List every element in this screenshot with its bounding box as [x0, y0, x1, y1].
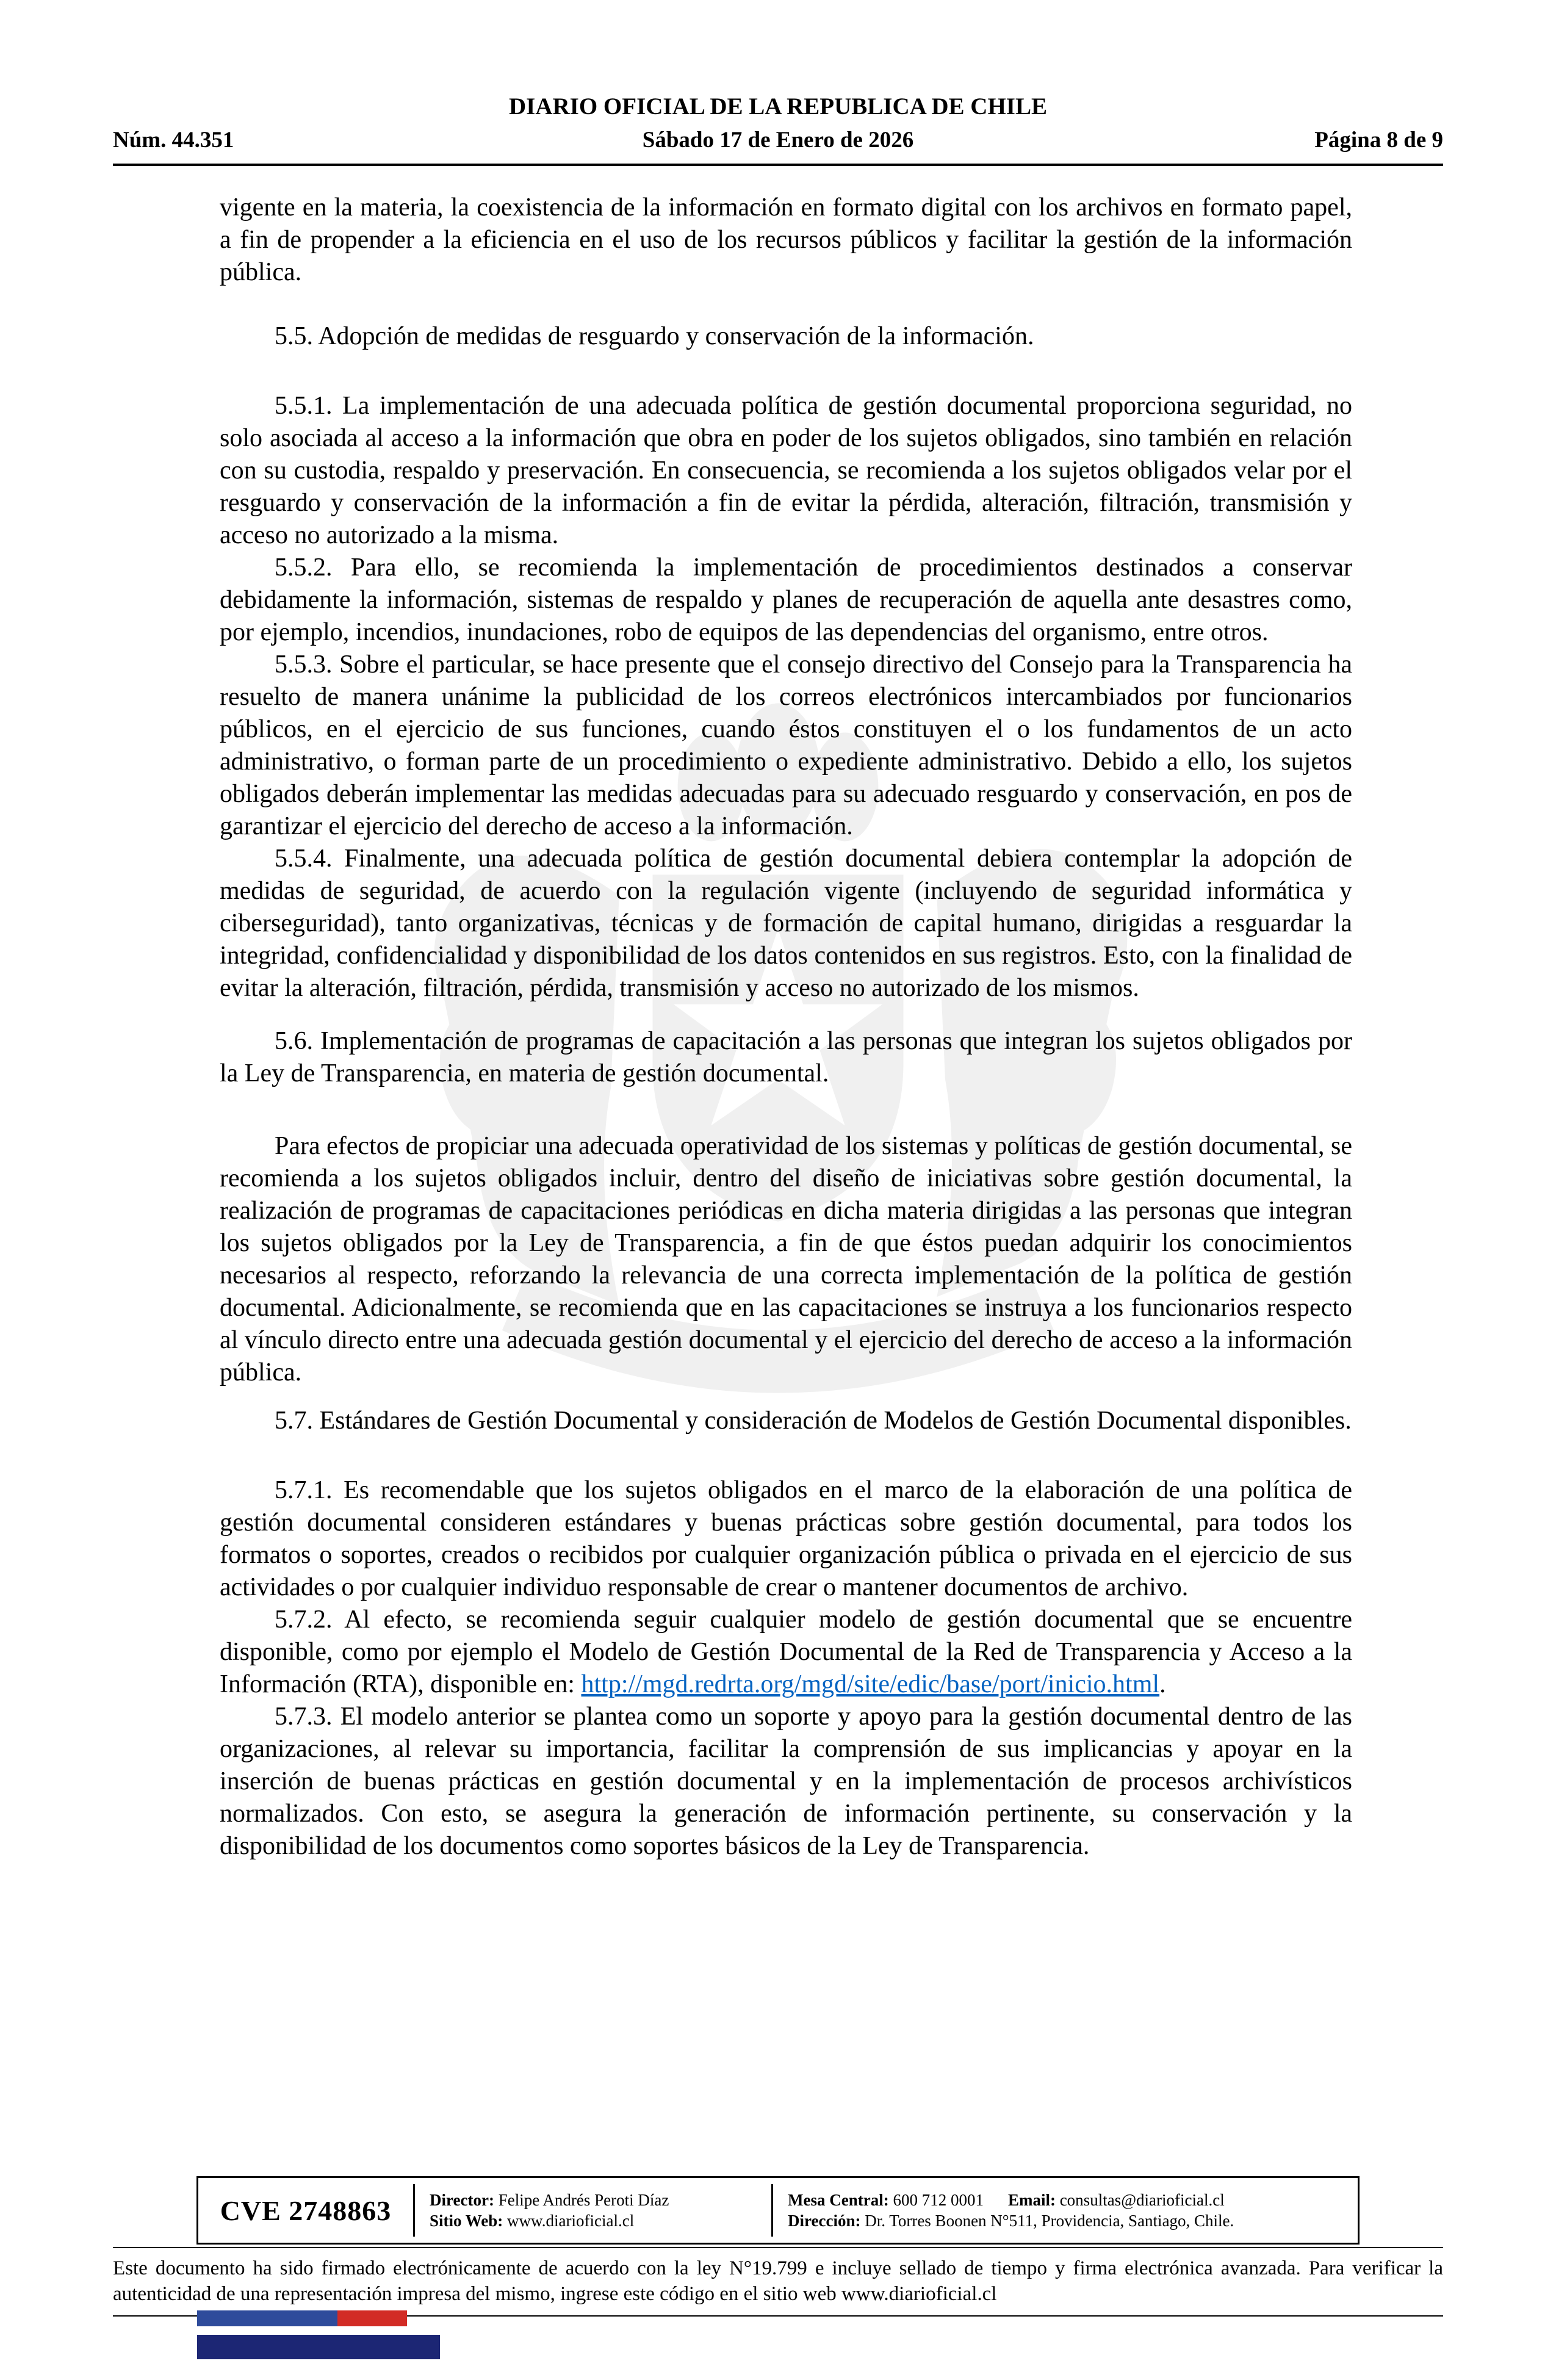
paragraph-5-5-3: 5.5.3. Sobre el particular, se hace presente que el consejo directivo del Consejo para la Transparencia ha resuelto de manera unánime la publicidad de los correos electrónicos intercambiados por funcionarios públicos, en el ejercicio de sus funciones, cuando éstos constituyen el o los fundamentos de un acto administrativo, o forman parte de un procedimiento o expediente administrativo. Debido a ello, los sujetos obligados deberán implementar las medidas adecuadas para su adecuado resguardo y conservación, en pos de garantizar el ejercicio del derecho de acceso a la información.: [220, 651, 1352, 840]
mesa-central-line: [788, 2190, 1358, 2210]
director-label: Director:: [430, 2191, 494, 2209]
rta-model-link[interactable]: http://mgd.redrta.org/mgd/site/edic/base/port/inicio.html: [581, 1670, 1160, 1698]
flag-blue-segment: [197, 2310, 337, 2326]
header-rule: [113, 164, 1443, 166]
mesa-central-value: 600 712 0001: [893, 2191, 984, 2209]
director-line: [430, 2190, 771, 2210]
director-cell: [415, 2178, 771, 2243]
cve-number: CVE 2748863: [220, 2194, 392, 2226]
header-meta-row: [113, 127, 1443, 154]
paragraph-intro: vigente en la materia, la coexistencia de la información en formato digital con los archivos en formato papel, a fin de propender a la eficiencia en el uso de los recursos públicos y facilitar la gestión de la información pública.: [220, 193, 1352, 286]
paragraph-5-7-2-period: .: [1159, 1670, 1166, 1698]
direccion-label: Dirección:: [788, 2212, 861, 2230]
sitio-web-line: [430, 2210, 771, 2231]
email-value: consultas@diarioficial.cl: [1059, 2191, 1225, 2209]
section-5-7-heading: 5.7. Estándares de Gestión Documental y consideración de Modelos de Gestión Documental disponibles.: [275, 1407, 1352, 1435]
director-value: Felipe Andrés Peroti Díaz: [498, 2191, 669, 2209]
paragraph-5-5-2: 5.5.2. Para ello, se recomienda la implementación de procedimientos destinados a conservar debidamente la información, sistemas de respaldo y planes de recuperación de aquella ante desastres como, por ejemplo, incendios, inundaciones, robo de equipos de las dependencias del organismo, entre otros.: [220, 554, 1352, 646]
document-body: [220, 192, 1352, 1863]
sitio-web-label: Sitio Web:: [430, 2212, 503, 2230]
direccion-line: [788, 2210, 1358, 2231]
issue-number: Núm. 44.351: [113, 128, 234, 153]
paragraph-5-7-2-text: 5.7.2. Al efecto, se recomienda seguir cualquier modelo de gestión documental que se encuentre disponible, como por ejemplo el Modelo de Gestión Documental de la Red de Transparencia y Acceso a la Información (RTA), disponible en:: [220, 1606, 1352, 1698]
paragraph-5-7-2: [220, 1604, 1352, 1701]
page-header: [113, 93, 1443, 166]
mesa-central-label: Mesa Central:: [788, 2191, 889, 2209]
direccion-value: Dr. Torres Boonen N°511, Providencia, Santiago, Chile.: [865, 2212, 1234, 2230]
section-5-6-heading: 5.6. Implementación de programas de capacitación a las personas que integran los sujetos obligados por la Ley de Transparencia, en materia de gestión documental.: [220, 1027, 1352, 1087]
paragraph-5-7-3: 5.7.3. El modelo anterior se plantea como un soporte y apoyo para la gestión documental dentro de las organizaciones, al relevar su importancia, facilitar la comprensión de sus implicancias y apoyar en la inserción de buenas prácticas en gestión documental y en la implementación de procesos archivísticos normalizados. Con esto, se asegura la generación de información pertinente, su conservación y la disponibilidad de los documentos como soportes básicos de la Ley de Transparencia.: [220, 1703, 1352, 1860]
paragraph-5-5-1: 5.5.1. La implementación de una adecuada política de gestión documental proporciona seguridad, no solo asociada al acceso a la información que obra en poder de los sujetos obligados, sino también en relación con su custodia, respaldo y preservación. En consecuencia, se recomienda a los sujetos obligados velar por el resguardo y conservación de la información a fin de evitar la pérdida, alteración, filtración, transmisión y acceso no autorizado a la misma.: [220, 392, 1352, 549]
verification-code-bar: [197, 2335, 440, 2359]
paragraph-5-5-4: 5.5.4. Finalmente, una adecuada política de gestión documental debiera contemplar la adopción de medidas de seguridad, de acuerdo con la regulación vigente (incluyendo de seguridad informática y ciberseguridad), tanto organizativas, técnicas y de formación de capital humano, dirigidas a resguardar la integridad, confidencialidad y disponibilidad de los datos contenidos en sus registros. Esto, con la finalidad de evitar la alteración, filtración, pérdida, transmisión y acceso no autorizado de los mismos.: [220, 845, 1352, 1002]
flag-red-segment: [337, 2310, 407, 2326]
page-number: Página 8 de 9: [1314, 128, 1443, 153]
contact-cell: [773, 2178, 1358, 2243]
issue-date: Sábado 17 de Enero de 2026: [642, 128, 914, 153]
electronic-signature-note: Este documento ha sido firmado electrónicamente de acuerdo con la ley N°19.799 e incluye sellado de tiempo y firma electrónica avanzada. Para verificar la autenticidad de una representación impresa del mismo, ingrese este código en el sitio web www.diarioficial.cl: [113, 2247, 1443, 2317]
flag-color-bar: [197, 2310, 407, 2326]
paragraph-5-7-1: 5.7.1. Es recomendable que los sujetos obligados en el marco de la elaboración de una política de gestión documental consideren estándares y buenas prácticas sobre gestión documental, para todos los formatos o soportes, creados o recibidos por cualquier organización pública o privada en el ejercicio de sus actividades o por cualquier individuo responsable de crear o mantener documentos de archivo.: [220, 1476, 1352, 1601]
cve-box: [196, 2176, 1360, 2245]
cve-cell: [198, 2178, 413, 2243]
sitio-web-value: www.diarioficial.cl: [507, 2212, 635, 2230]
paragraph-5-6: Para efectos de propiciar una adecuada operatividad de los sistemas y políticas de gestión documental, se recomienda a los sujetos obligados incluir, dentro del diseño de iniciativas sobre gestión documental, la realización de programas de capacitaciones periódicas en dicha materia dirigidas a las personas que integran los sujetos obligados por la Ley de Transparencia, a fin de que éstos puedan adquirir los conocimientos necesarios al respecto, reforzando la relevancia de una correcta implementación de la política de gestión documental. Adicionalmente, se recomienda que en las capacitaciones se instruya a los funcionarios respecto al vínculo directo entre una adecuada gestión documental y el ejercicio del derecho de acceso a la información pública.: [220, 1132, 1352, 1387]
publication-title: DIARIO OFICIAL DE LA REPUBLICA DE CHILE: [508, 93, 1047, 120]
section-5-5-heading: 5.5. Adopción de medidas de resguardo y conservación de la información.: [275, 322, 1034, 350]
email-label: Email:: [1007, 2191, 1056, 2209]
